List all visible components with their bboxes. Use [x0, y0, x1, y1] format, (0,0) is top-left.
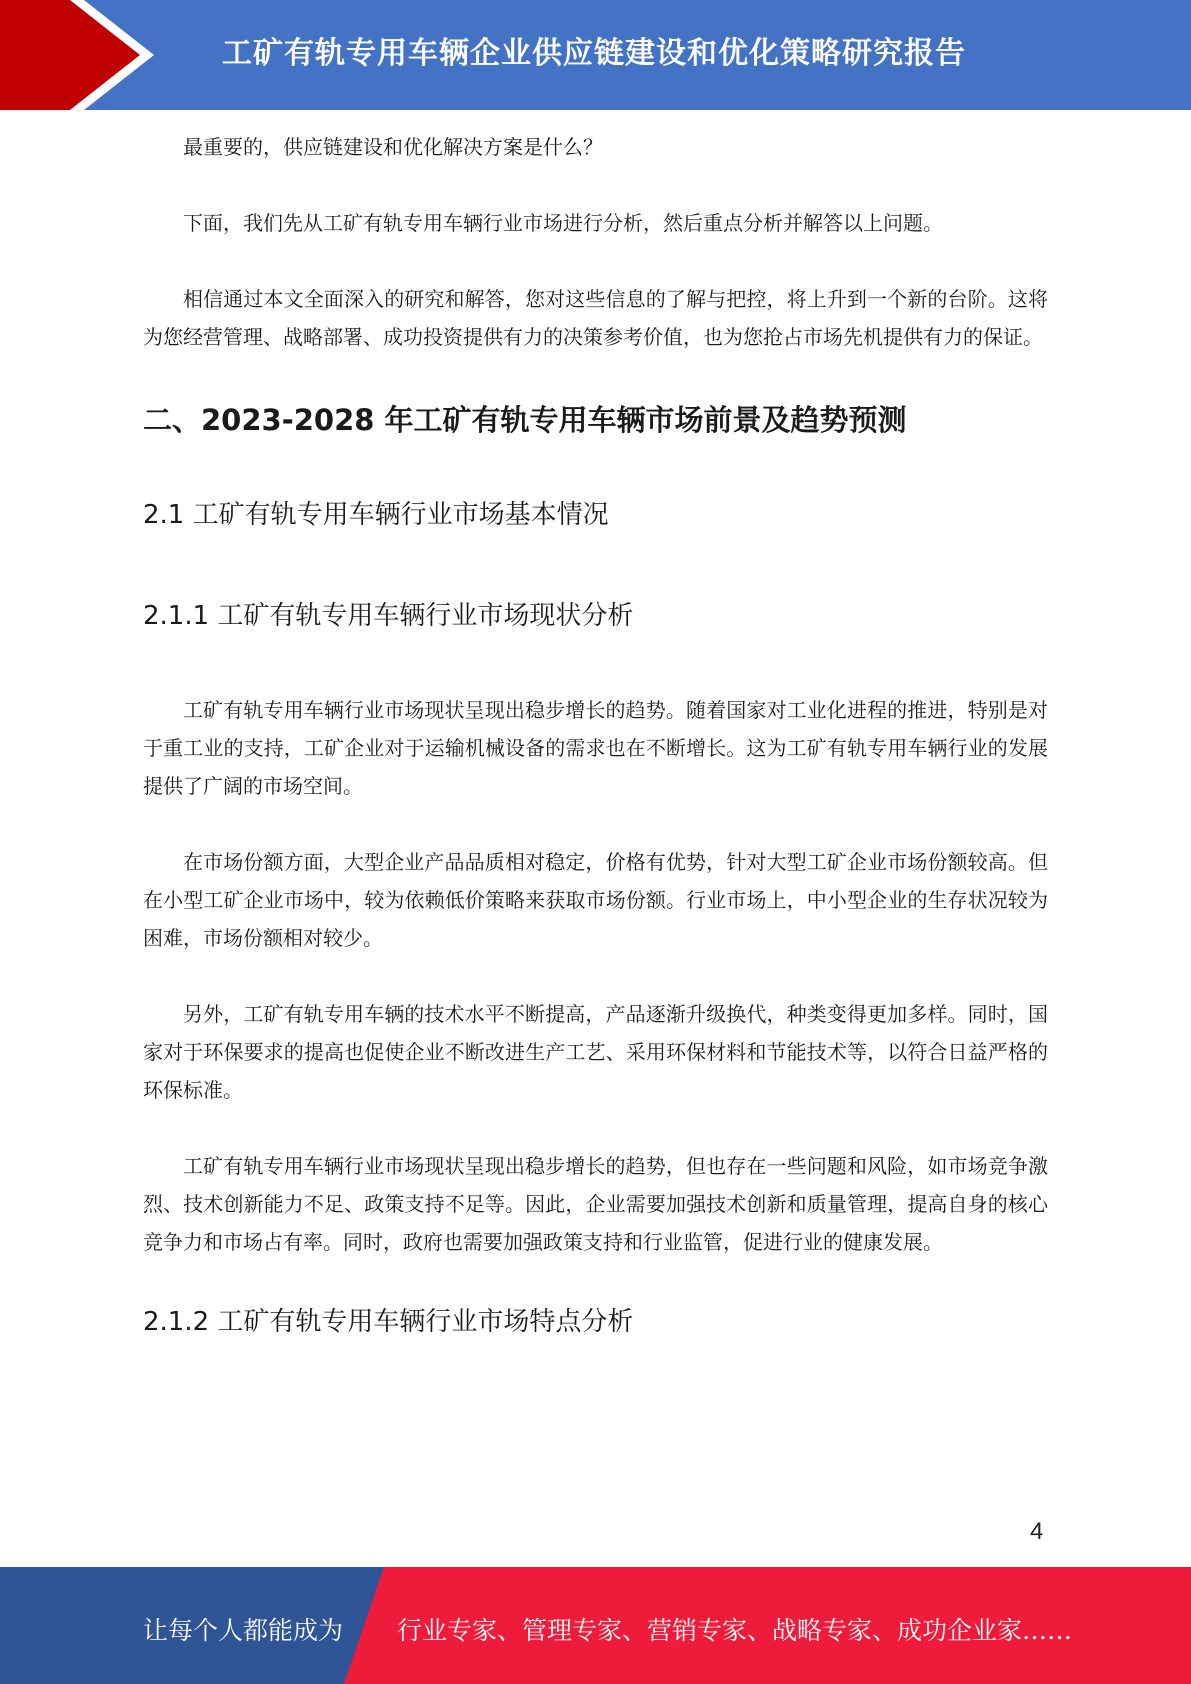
paragraph: 工矿有轨专用车辆行业市场现状呈现出稳步增长的趋势。随着国家对工业化进程的推进，特别是对于重工业的支持，工矿企业对于运输机械设备的需求也在不断增长。这为工矿有轨专用车辆行业的发展提供了广阔的市场空间。: [143, 698, 1048, 798]
page-header: [0, 0, 1191, 110]
subsection-heading: 2.1.1 工矿有轨专用车辆行业市场现状分析: [143, 601, 634, 631]
paragraph: 在市场份额方面，大型企业产品品质相对稳定，价格有优势，针对大型工矿企业市场份额较高。但在小型工矿企业市场中，较为依赖低价策略来获取市场份额。行业市场上，中小型企业的生存状况较为困难，市场份额相对较少。: [143, 850, 1048, 950]
section-heading: 二、2023-2028 年工矿有轨专用车辆市场前景及趋势预测: [143, 403, 907, 437]
document-body: [143, 128, 1048, 1341]
page-number: 4: [1030, 1518, 1044, 1545]
subsection-heading: 2.1.2 工矿有轨专用车辆行业市场特点分析: [143, 1307, 634, 1337]
paragraph: 相信通过本文全面深入的研究和解答，您对这些信息的了解与把控，将上升到一个新的台阶。这将为您经营管理、战略部署、成功投资提供有力的决策参考价值，也为您抢占市场先机提供有力的保证。: [143, 287, 1048, 349]
footer-slogan-left: 让每个人都能成为: [143, 1616, 344, 1645]
page-footer: [0, 1567, 1191, 1684]
subsection-heading: 2.1 工矿有轨专用车辆行业市场基本情况: [143, 500, 609, 530]
paragraph: 工矿有轨专用车辆行业市场现状呈现出稳步增长的趋势，但也存在一些问题和风险，如市场竞争激烈、技术创新能力不足、政策支持不足等。因此，企业需要加强技术创新和质量管理，提高自身的核心竞争力和市场占有率。同时，政府也需要加强政策支持和行业监管，促进行业的健康发展。: [143, 1154, 1048, 1254]
paragraph: 另外，工矿有轨专用车辆的技术水平不断提高，产品逐渐升级换代，种类变得更加多样。同时，国家对于环保要求的提高也促使企业不断改进生产工艺、采用环保材料和节能技术等，以符合日益严格的环保标准。: [143, 1002, 1048, 1102]
footer-slogan-right: 行业专家、管理专家、营销专家、战略专家、成功企业家……: [397, 1616, 1073, 1645]
header-title: 工矿有轨专用车辆企业供应链建设和优化策略研究报告: [222, 36, 966, 71]
paragraph: 下面，我们先从工矿有轨专用车辆行业市场进行分析，然后重点分析并解答以上问题。: [183, 211, 943, 235]
paragraph: 最重要的，供应链建设和优化解决方案是什么？: [183, 135, 603, 159]
